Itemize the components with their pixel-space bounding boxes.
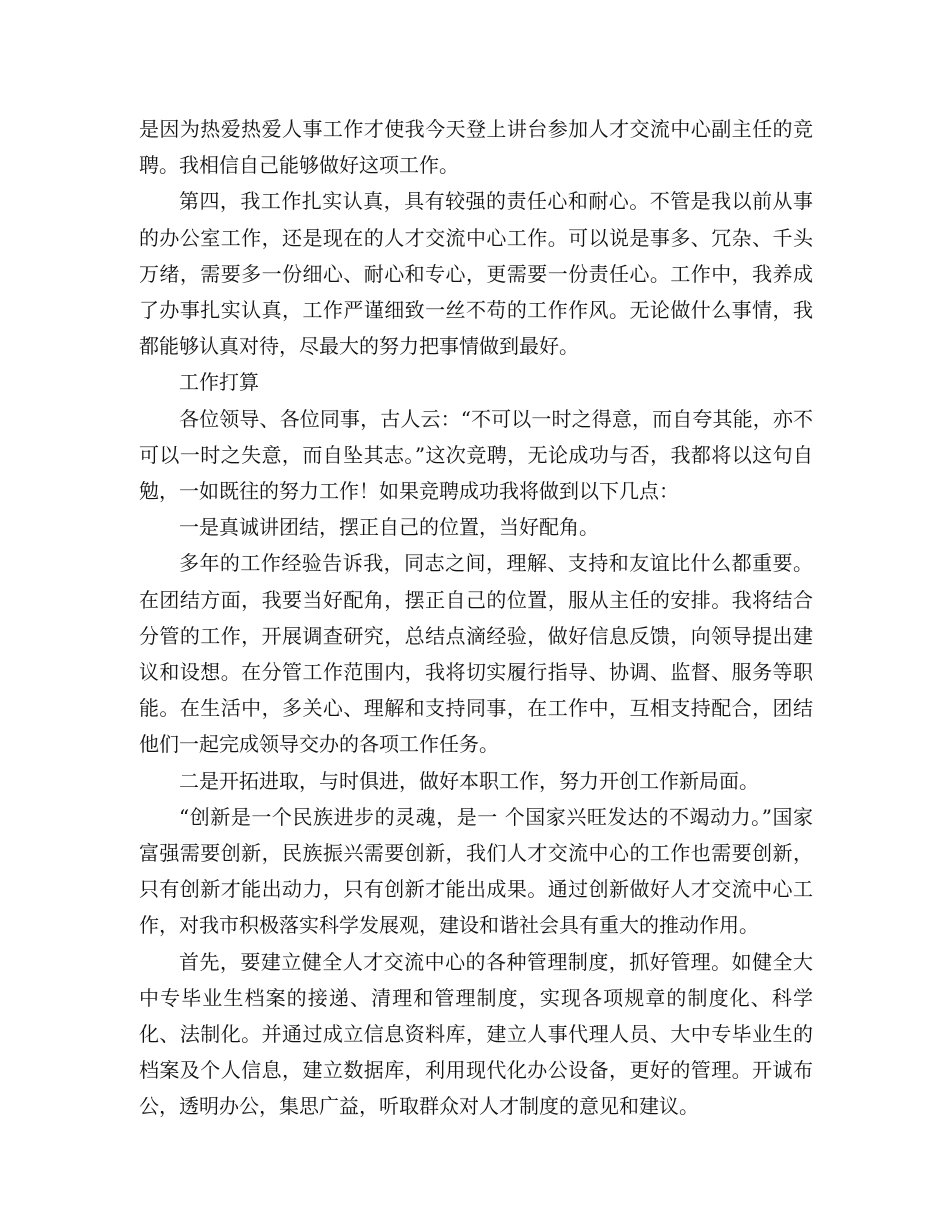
paragraph-point-two: 二是开拓进取，与时俱进，做好本职工作，努力开创工作新局面。 (179, 768, 759, 793)
document-body (139, 111, 813, 1125)
paragraph-unity: 多年的工作经验告诉我，同志之间，理解、支持和友谊比什么都重要。在团结方面，我要当好配角，摆正自己的位置，服从主任的安排。我将结合分管的工作，开展调查研究，总结点滴经验，做好信息反馈，向领导提出建议和设想。在分管工作范围内，我将切实履行指导、协调、监督、服务等职能。在生活中，多关心、理解和支持同事，在工作中，互相支持配合，团结他们一起完成领导交办的各项工作任务。 (139, 551, 813, 757)
paragraph-quote-intro: 各位领导、各位同事，古人云：“不可以一时之得意，而自夸其能，亦不可以一时之失意，而自坠其志。”这次竞聘，无论成功与否，我都将以这句自勉，一如既往的努力工作！如果竞聘成功我将做到以下几点： (139, 406, 813, 504)
paragraph-management: 首先，要建立健全人才交流中心的各种管理制度，抓好管理。如健全大中专毕业生档案的接递、清理和管理制度，实现各项规章的制度化、科学化、法制化。并通过成立信息资料库，建立人事代理人员、大中专毕业生的档案及个人信息，建立数据库，利用现代化办公设备，更好的管理。开诚布公，透明办公，集思广益，听取群众对人才制度的意见和建议。 (139, 949, 813, 1119)
paragraph-continuation: 是因为热爱热爱人事工作才使我今天登上讲台参加人才交流中心副主任的竞聘。我相信自己能够做好这项工作。 (139, 117, 813, 178)
paragraph-innovation: “创新是一个民族进步的灵魂，是一 个国家兴旺发达的不竭动力。”国家富强需要创新，民族振兴需要创新，我们人才交流中心的工作也需要创新，只有创新才能出动力，只有创新才能出成果。通过创新做好人才交流中心工作，对我市积极落实科学发展观，建设和谐社会具有重大的推动作用。 (139, 804, 813, 938)
paragraph-point-one: 一是真诚讲团结，摆正自己的位置，当好配角。 (179, 515, 599, 540)
paragraph-fourth-point: 第四，我工作扎实认真，具有较强的责任心和耐心。不管是我以前从事的办公室工作，还是现在的人才交流中心工作。可以说是事多、冗杂、千头万绪，需要多一份细心、耐心和专心，更需要一份责任心。工作中，我养成了办事扎实认真，工作严谨细致一丝不苟的工作作风。无论做什么事情，我都能够认真对待，尽最大的努力把事情做到最好。 (139, 189, 813, 359)
section-heading-work-plan: 工作打算 (179, 370, 259, 395)
